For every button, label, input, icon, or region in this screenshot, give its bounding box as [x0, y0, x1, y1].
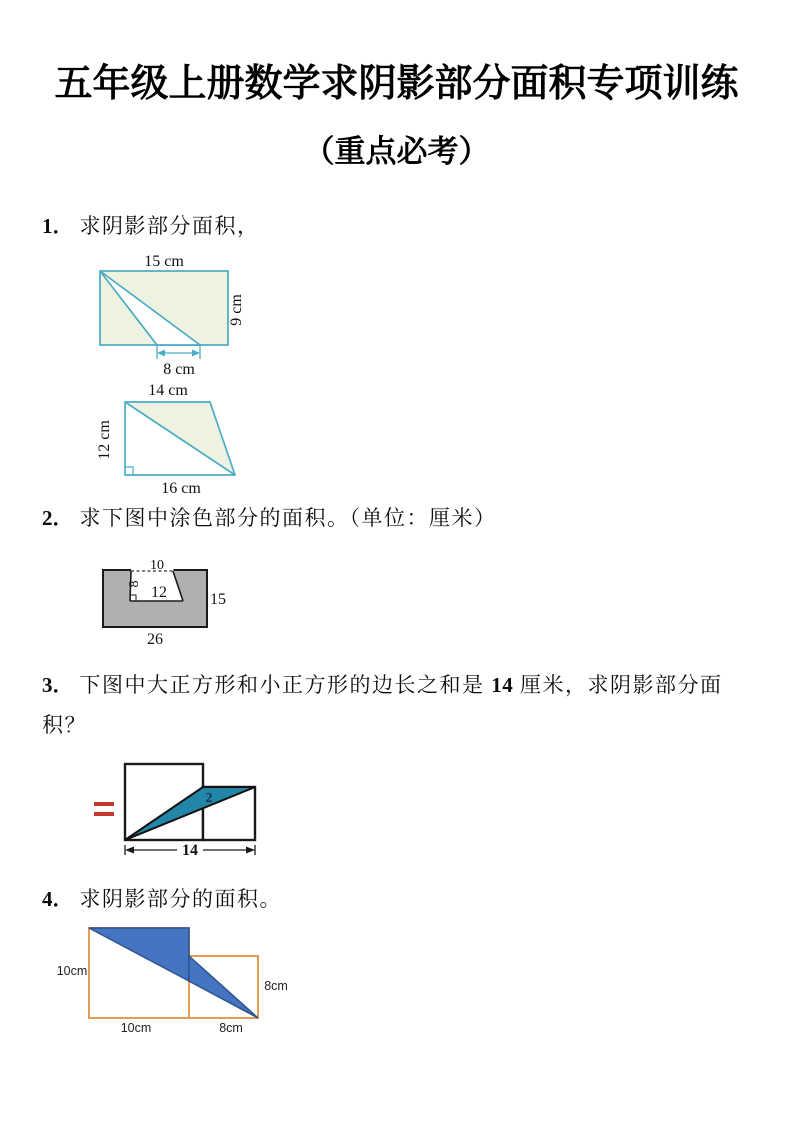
question-2-number: 2．	[42, 506, 74, 530]
figure-q4-squares	[50, 918, 318, 1047]
figure-q1-trapezoid	[93, 382, 271, 505]
label-8cm-bottom: 8cm	[219, 1021, 243, 1035]
figure-q1-rectangle	[93, 250, 271, 385]
label-12cm: 12 cm	[96, 420, 113, 460]
worksheet-title: 五年级上册数学求阴影部分面积专项训练	[54, 63, 739, 105]
figure-q1b-svg	[93, 382, 271, 500]
question-3-value-14: 14	[491, 673, 514, 697]
question-4-text: 求阴影部分的面积。	[79, 887, 282, 911]
question-3	[42, 665, 772, 745]
red-equals-mark-bottom	[94, 812, 114, 816]
label-15: 15	[210, 591, 226, 608]
arrowhead-left	[157, 350, 165, 357]
question-3-text-before: 下图中大正方形和小正方形的边长之和是	[79, 673, 492, 697]
figure-q3-squares	[90, 752, 288, 875]
label-8cm-right: 8cm	[264, 979, 288, 993]
label-8: 8	[127, 580, 142, 588]
label-10cm-bottom: 10cm	[120, 1021, 152, 1035]
label-10: 10	[150, 558, 164, 573]
question-4	[42, 879, 282, 919]
label-region-2: 2	[205, 791, 213, 806]
red-equals-mark-top	[94, 802, 114, 806]
label-10cm-left: 10cm	[56, 964, 88, 978]
figure-q2-svg	[98, 552, 246, 656]
question-2-text: 求下图中涂色部分的面积。（单位：厘米）	[79, 506, 497, 530]
shaded-triangle-large	[89, 928, 189, 981]
figure-q2-shaded-rectangle	[98, 552, 246, 661]
question-3-text-after: 厘米，求阴影部分面	[513, 673, 723, 697]
label-16cm: 16 cm	[161, 480, 201, 497]
figure-q1a-svg	[93, 250, 271, 380]
label-14cm: 14 cm	[148, 382, 188, 399]
figure-q3-svg	[90, 752, 288, 870]
question-1-text: 求阴影部分面积，	[79, 214, 260, 238]
label-14: 14	[182, 842, 198, 859]
question-2	[42, 498, 497, 538]
question-3-line2: 积？	[42, 713, 87, 737]
arrowhead-right	[192, 350, 200, 357]
shaded-triangle-small	[189, 956, 258, 1018]
arrowhead-right	[246, 847, 255, 854]
label-8cm: 8 cm	[163, 361, 195, 378]
label-15cm: 15 cm	[144, 253, 184, 270]
question-1	[42, 206, 260, 246]
question-4-number: 4．	[42, 887, 74, 911]
label-9cm: 9 cm	[228, 294, 245, 326]
label-26: 26	[147, 631, 163, 648]
arrowhead-left	[125, 847, 134, 854]
figure-q4-svg	[50, 918, 318, 1042]
question-1-number: 1．	[42, 214, 74, 238]
label-12: 12	[151, 584, 167, 601]
worksheet-subtitle: （重点必考）	[303, 134, 490, 169]
question-3-number: 3．	[42, 673, 74, 697]
